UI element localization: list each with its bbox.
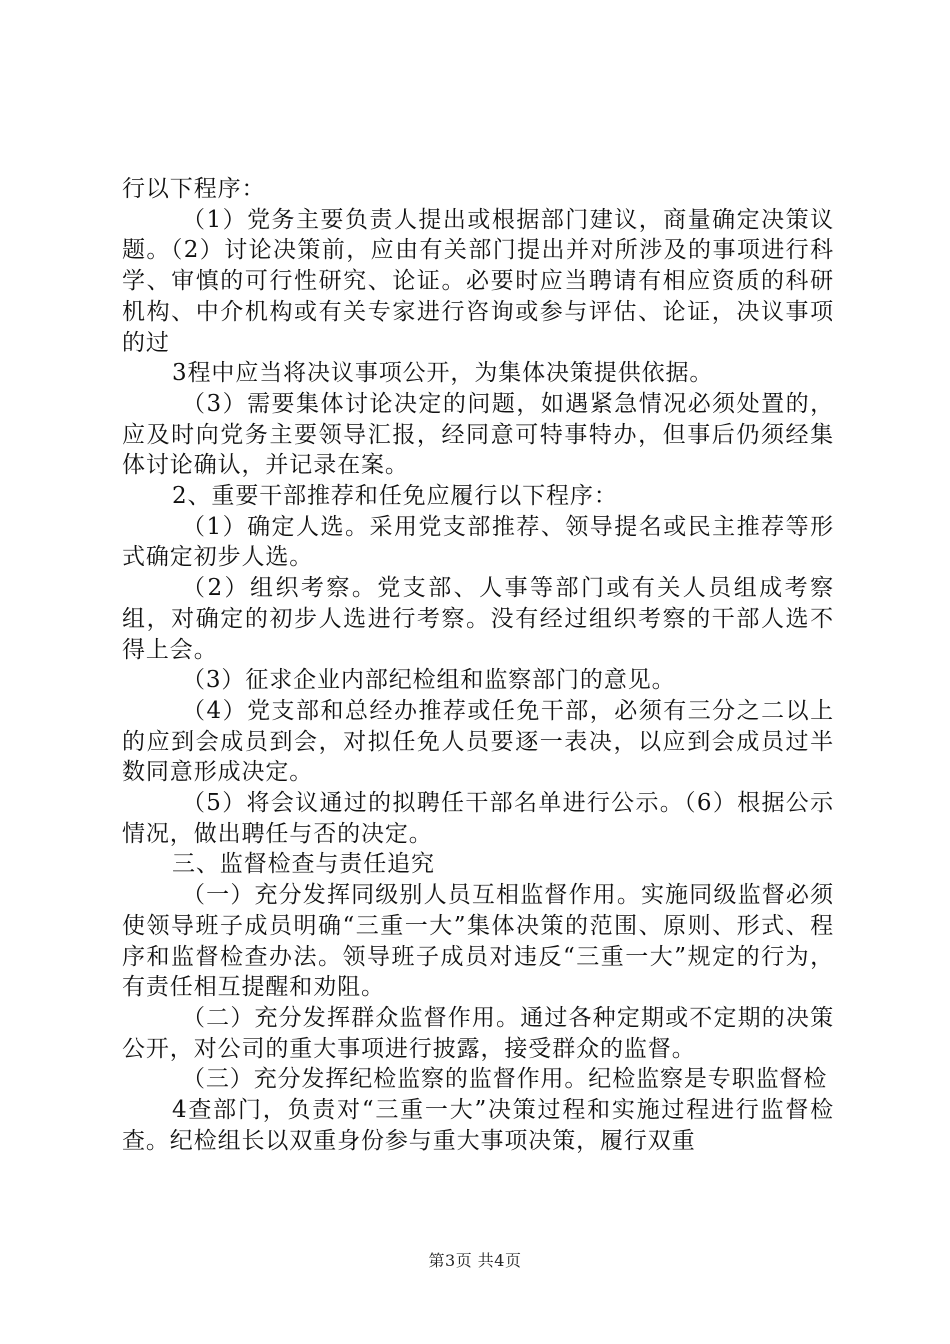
paragraph-6: （1）确定人选。采用党支部推荐、领导提名或民主推荐等形式确定初步人选。 (122, 513, 834, 571)
paragraph-7: （2）组织考察。党支部、人事等部门或有关人员组成考察组，对确定的初步人选进行考察。没有经过组织考察的干部人选不得上会。 (122, 575, 834, 663)
paragraph-5: 2、重要干部推荐和任免应履行以下程序： (172, 483, 618, 510)
paragraph-2: （1）党务主要负责人提出或根据部门建议，商量确定决策议题。（2）讨论决策前，应由有关部门提出并对所涉及的事项进行科学、审慎的可行性研究、论证。必要时应当聘请有相应资质的科研机构、中介机构或有关专家进行咨询或参与评估、论证，决议事项的过 (122, 206, 834, 356)
paragraph-9: （4）党支部和总经办推荐或任免干部，必须有三分之二以上的应到会成员到会，对拟任免人员要逐一表决，以应到会成员过半数同意形成决定。 (122, 697, 834, 786)
paragraph-8: （3）征求企业内部纪检组和监察部门的意见。 (182, 667, 676, 694)
paragraph-15: 4查部门，负责对“三重一大”决策过程和实施过程进行监督检查。纪检组长以双重身份参与重大事项决策，履行双重 (122, 1097, 834, 1154)
paragraph-4: （3）需要集体讨论决定的问题，如遇紧急情况必须处置的，应及时向党务主要领导汇报，经同意可特事特办，但事后仍须经集体讨论确认，并记录在案。 (122, 390, 834, 479)
page-footer: 第3页 共4页 (428, 1251, 522, 1270)
section-heading: 三、监督检查与责任追究 (172, 851, 435, 878)
paragraph-3: 3程中应当将决议事项公开，为集体决策提供依据。 (172, 360, 714, 387)
paragraph-10: （5）将会议通过的拟聘任干部名单进行公示。（6）根据公示情况，做出聘任与否的决定。 (122, 790, 834, 847)
document-body (122, 174, 834, 1157)
paragraph-1: 行以下程序： (122, 176, 266, 202)
paragraph-14: （三）充分发挥纪检监察的监督作用。纪检监察是专职监督检 (182, 1066, 828, 1093)
paragraph-13: （二）充分发挥群众监督作用。通过各种定期或不定期的决策公开，对公司的重大事项进行披露，接受群众的监督。 (122, 1004, 834, 1062)
paragraph-12: （一）充分发挥同级别人员互相监督作用。实施同级监督必须使领导班子成员明确“三重一大”集体决策的范围、原则、形式、程序和监督检查办法。领导班子成员对违反“三重一大”规定的行为，有责任相互提醒和劝阻。 (122, 882, 834, 1001)
